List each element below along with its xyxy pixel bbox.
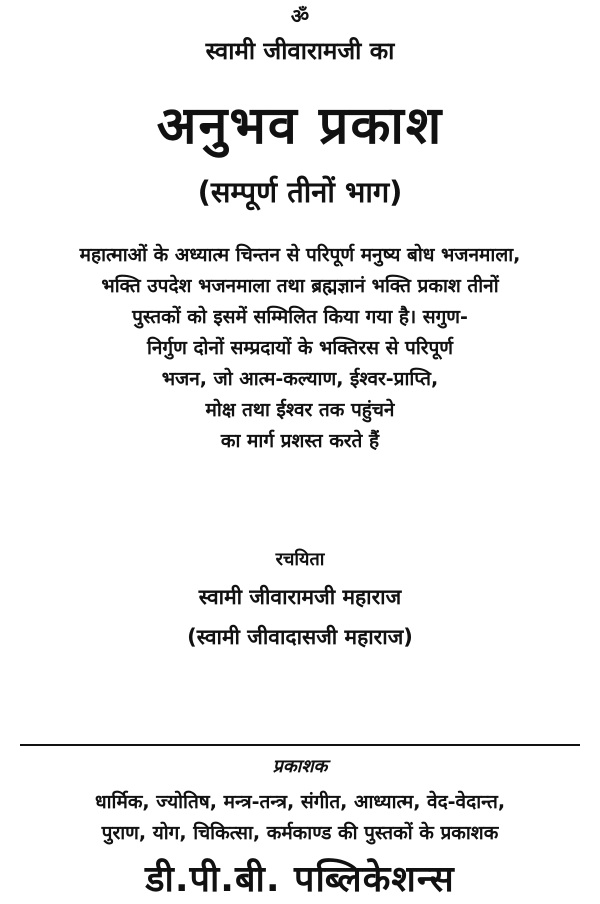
publisher-description-line: धार्मिक, ज्योतिष, मन्त्र-तन्त्र, संगीत, आध्यात्म, वेद-वेदान्त, — [94, 791, 506, 813]
description-line: मोक्ष तथा ईश्वर तक पहुंचने — [205, 399, 395, 421]
publisher-description — [0, 787, 600, 849]
composer-name: स्वामी जीवारामजी महाराज — [198, 585, 402, 609]
book-subtitle: (सम्पूर्ण तीनों भाग) — [197, 175, 403, 209]
composer-label: रचयिता — [275, 549, 325, 570]
publisher-description-line: पुराण, योग, चिकित्सा, कर्मकाण्ड की पुस्तकों के प्रकाशक — [101, 822, 499, 844]
publisher-name: डी.पी.बी. पब्लिकेशन्स — [145, 859, 455, 900]
description-line: का मार्ग प्रशस्त करते हैं — [220, 430, 380, 452]
author-heading: स्वामी जीवारामजी का — [205, 37, 395, 65]
om-symbol: ॐ — [290, 4, 310, 28]
description-line: भक्ति उपदेश भजनमाला तथा ब्रह्मज्ञानं भक्ति प्रकाश तीनों — [101, 275, 499, 297]
book-description — [0, 240, 600, 457]
composer-alias: (स्वामी जीवादासजी महाराज) — [187, 625, 413, 649]
description-line: महात्माओं के अध्यात्म चिन्तन से परिपूर्ण मनुष्य बोध भजनमाला, — [79, 244, 521, 266]
publisher-label: प्रकाशक — [272, 756, 328, 777]
book-title: अनुभव प्रकाश — [156, 96, 444, 156]
description-line: पुस्तकों को इसमें सम्मिलित किया गया है। सगुण- — [132, 306, 468, 328]
description-line: भजन, जो आत्म-कल्याण, ईश्वर-प्राप्ति, — [161, 368, 439, 390]
divider-line — [20, 744, 580, 746]
description-line: निर्गुण दोनों सम्प्रदायों के भक्तिरस से परिपूर्ण — [146, 337, 454, 359]
